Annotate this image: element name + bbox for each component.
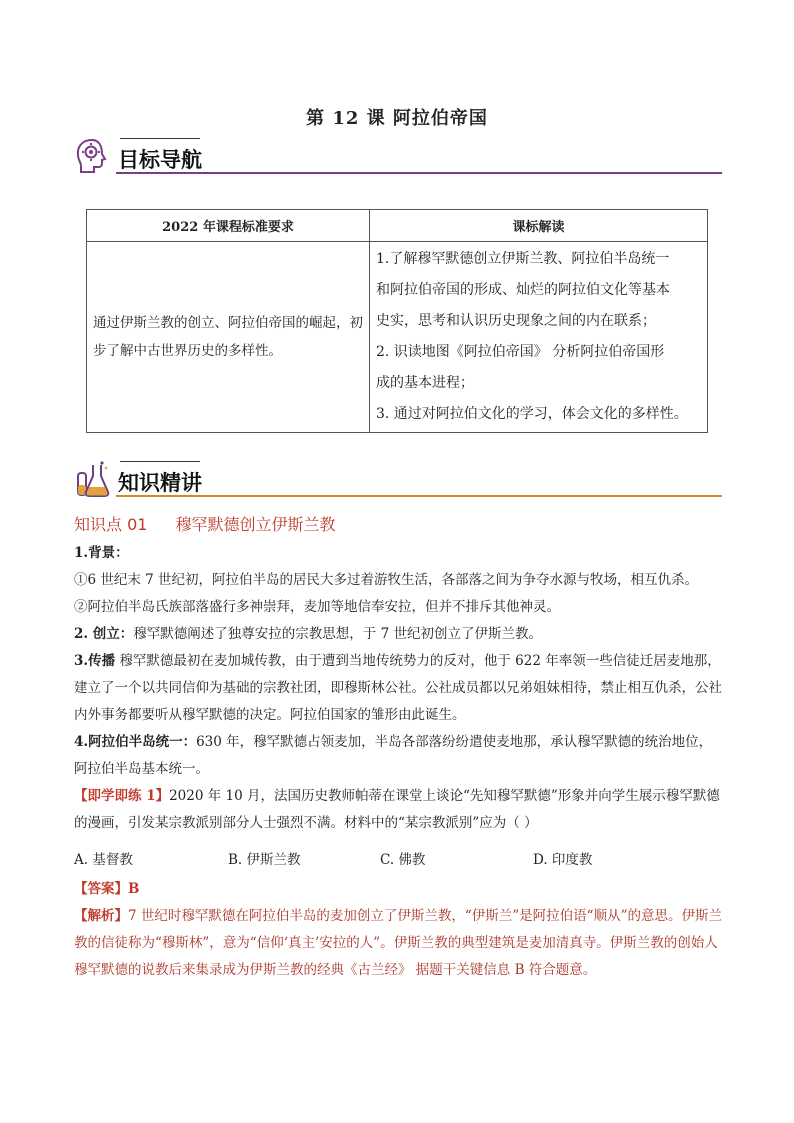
unify-label: 4.阿拉伯半岛统一： xyxy=(74,734,197,750)
interpretation-line: 1.了解穆罕默德创立伊斯兰教、阿拉伯半岛统一 xyxy=(376,251,670,267)
analysis-label: 【解析】 xyxy=(74,908,128,924)
analysis-paragraph xyxy=(74,903,724,984)
option-c: C. 佛教 xyxy=(380,852,426,868)
interpretation-line: 3. 通过对阿拉伯文化的学习，体会文化的多样性。 xyxy=(376,406,688,422)
unify-paragraph xyxy=(74,729,724,783)
interpretation-line: 史实，思考和认识历史现象之间的内在联系； xyxy=(376,313,656,329)
create-paragraph xyxy=(74,621,724,648)
answer-label: 【答案】 xyxy=(74,881,128,897)
unify-text: 630 年，穆罕默德占领麦加，半岛各部落纷纷遣使麦地那，承认穆罕默德的统治地位，阿拉伯半岛基本统一。 xyxy=(74,734,713,777)
create-label: 2. 创立： xyxy=(74,626,134,642)
practice-text: 2020 年 10 月，法国历史教师帕蒂在课堂上谈论“先知穆罕默德”形象并向学生展示穆罕默德的漫画，引发某宗教派别部分人士强烈不满。材料中的“某宗教派别”应为（ ） xyxy=(74,788,720,831)
section-divider xyxy=(116,495,722,497)
option-b: B. 伊斯兰教 xyxy=(228,852,301,868)
analysis-text: 7 世纪时穆罕默德在阿拉伯半岛的麦加创立了伊斯兰教，“伊斯兰”是阿拉伯语“顺从”的意思。伊斯兰教的信徒称为“穆斯林”，意为“信仰‘真主’安拉的人”。伊斯兰教的典型建筑是麦加清真寺。伊斯兰教的创始人穆罕默德的说教后来集录成为伊斯兰教的经典《古兰经》 据题干关键信息 B 符合题意。 xyxy=(74,908,722,978)
section-title-goal: 目标导航 xyxy=(118,148,202,172)
curriculum-table xyxy=(86,209,708,433)
practice-paragraph xyxy=(74,783,724,837)
spread-text: 穆罕默德最初在麦加城传教，由于遭到当地传统势力的反对，他于 622 年率领一些信徒迁居麦地那，建立了一个以共同信仰为基础的宗教社团，即穆斯林公社。公社成员都以兄弟姐妹相待，禁止相互仇杀，公社内外事务都要听从穆罕默德的决定。阿拉伯国家的雏形由此诞生。 xyxy=(74,653,722,723)
option-d: D. 印度教 xyxy=(533,852,593,868)
create-text: 穆罕默德阐述了独尊安拉的宗教思想，于 7 世纪初创立了伊斯兰教。 xyxy=(133,626,542,642)
section-title-knowledge: 知识精讲 xyxy=(118,471,202,495)
answer-paragraph xyxy=(74,876,724,903)
answer-value: B xyxy=(128,881,140,897)
standard-requirement: 通过伊斯兰教的创立、阿拉伯帝国的崛起，初步了解中古世界历史的多样性。 xyxy=(87,242,370,433)
knowledge-point-title xyxy=(74,512,335,535)
lab-flask-icon xyxy=(72,459,112,499)
practice-label: 【即学即练 1】 xyxy=(74,788,170,804)
background-section xyxy=(74,540,724,837)
page-title: 第 12 课 阿拉伯帝国 xyxy=(306,108,488,129)
section-divider xyxy=(116,172,722,174)
knowledge-point-name: 穆罕默德创立伊斯兰教 xyxy=(175,515,336,534)
option-a: A. 基督教 xyxy=(74,852,133,868)
table-header-standard: 2022 年课程标准要求 xyxy=(87,210,370,242)
section-header-knowledge xyxy=(72,459,722,507)
brain-gear-icon xyxy=(72,136,112,176)
interpretation-cell xyxy=(370,242,708,433)
header-accent-line xyxy=(120,138,200,139)
spread-paragraph xyxy=(74,648,724,729)
knowledge-point-number: 知识点 01 xyxy=(74,515,148,534)
background-item: ①6 世纪末 7 世纪初，阿拉伯半岛的居民大多过着游牧生活，各部落之间为争夺水源与牧场，相互仇杀。 xyxy=(74,572,699,588)
section-header-goal xyxy=(72,136,722,184)
answer-section xyxy=(74,876,724,984)
background-item: ②阿拉伯半岛氏族部落盛行多神崇拜，麦加等地信奉安拉，但并不排斥其他神灵。 xyxy=(74,599,560,615)
interpretation-line: 2. 识读地图《阿拉伯帝国》 分析阿拉伯帝国形 xyxy=(376,344,665,360)
interpretation-line: 和阿拉伯帝国的形成、灿烂的阿拉伯文化等基本 xyxy=(376,282,670,298)
interpretation-line: 成的基本进程； xyxy=(376,375,474,391)
header-accent-line xyxy=(120,461,200,462)
background-label: 1.背景： xyxy=(74,545,129,561)
spread-label: 3.传播 xyxy=(74,653,116,669)
table-header-interpretation: 课标解读 xyxy=(370,210,708,242)
